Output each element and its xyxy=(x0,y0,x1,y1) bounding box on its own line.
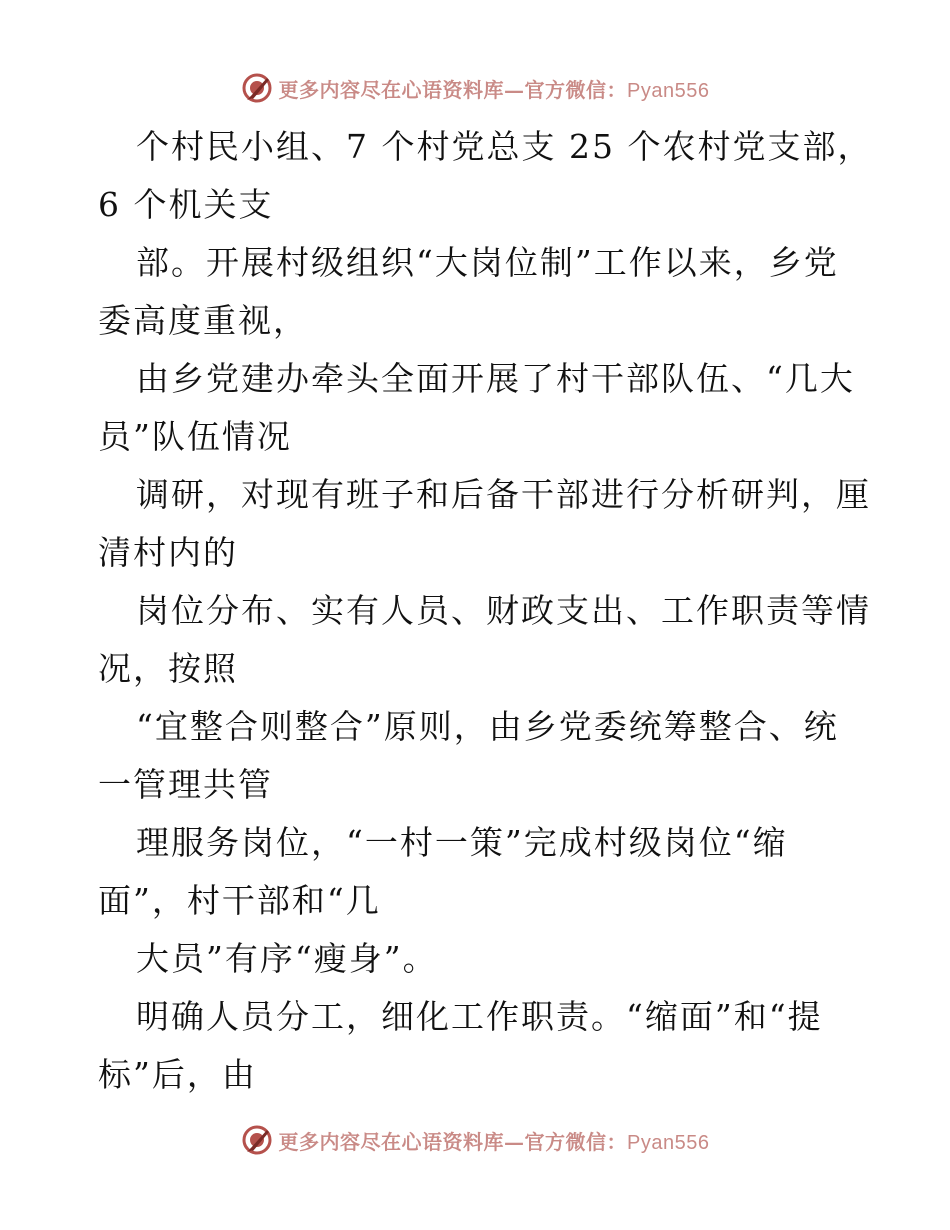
body-line: 标”后，由 xyxy=(98,1055,257,1094)
body-line: 明确人员分工，细化工作职责。“缩面”和“提 xyxy=(136,997,823,1036)
pen-seal-icon xyxy=(241,1124,273,1156)
body-line: 员”队伍情况 xyxy=(98,417,292,456)
body-line: 岗位分布、实有人员、财政支出、工作职责等情 xyxy=(136,591,871,630)
body-line: 理服务岗位，“一村一策”完成村级岗位“缩 xyxy=(136,823,788,862)
footer-watermark xyxy=(0,1124,950,1156)
body-line: 清村内的 xyxy=(98,533,238,572)
body-line: “宜整合则整合”原则，由乡党委统筹整合、统 xyxy=(136,707,839,746)
body-line: 个村民小组、7 个村党总支 25 个农村党支部， xyxy=(136,127,873,166)
body-line: 委高度重视， xyxy=(98,301,308,340)
body-line: 一管理共管 xyxy=(98,765,273,804)
body-line: 况，按照 xyxy=(98,649,238,688)
watermark-text: 更多内容尽在心语资料库—官方微信： xyxy=(278,1129,628,1154)
body-line: 调研，对现有班子和后备干部进行分析研判，厘 xyxy=(136,475,871,514)
body-line: 面”，村干部和“几 xyxy=(98,881,381,920)
body-line: 大员”有序“瘦身”。 xyxy=(136,939,438,978)
pen-seal-icon xyxy=(241,72,273,104)
watermark-id: Pyan556 xyxy=(627,1131,710,1154)
body-line: 由乡党建办牵头全面开展了村干部队伍、“几大 xyxy=(136,359,855,398)
body-line: 6 个机关支 xyxy=(98,185,274,224)
header-watermark xyxy=(0,72,950,104)
watermark-id: Pyan556 xyxy=(627,79,710,102)
body-line: 部。开展村级组织“大岗位制”工作以来，乡党 xyxy=(136,243,839,282)
watermark-text: 更多内容尽在心语资料库—官方微信： xyxy=(278,77,628,102)
body-text xyxy=(98,118,873,1104)
